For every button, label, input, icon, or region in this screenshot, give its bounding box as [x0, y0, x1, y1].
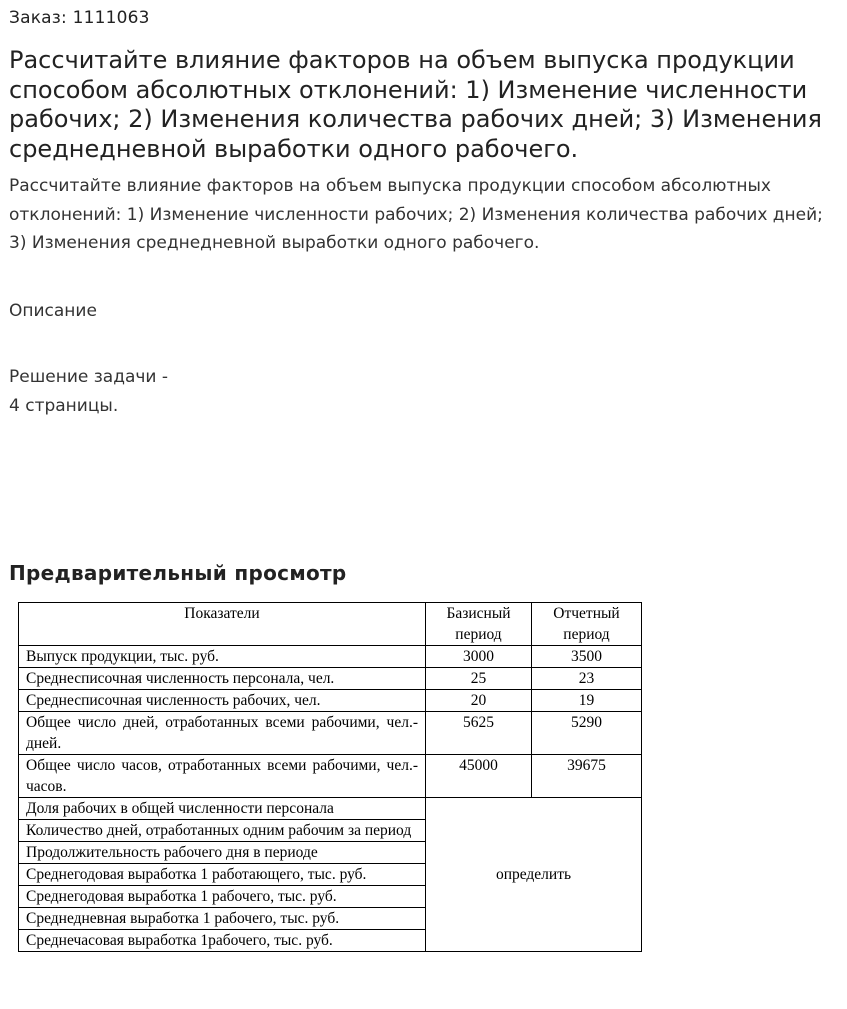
- row-name: Продолжительность рабочего дня в периоде: [19, 842, 426, 864]
- solution-pages: 4 страницы.: [9, 396, 119, 416]
- preview-table: [18, 602, 642, 952]
- row-report-value: 5290: [532, 712, 642, 755]
- solution-info: [9, 363, 168, 421]
- row-name: Среднедневная выработка 1 рабочего, тыс. руб.: [19, 908, 426, 930]
- table-row: [19, 646, 642, 668]
- row-name: Количество дней, отработанных одним рабочим за период: [19, 820, 426, 842]
- table-row: [19, 690, 642, 712]
- row-name: Среднегодовая выработка 1 работающего, тыс. руб.: [19, 864, 426, 886]
- header-indicators: Показатели: [19, 603, 426, 646]
- row-name: Доля рабочих в общей численности персонала: [19, 798, 426, 820]
- row-report-value: 23: [532, 668, 642, 690]
- preview-heading: Предварительный просмотр: [9, 561, 347, 585]
- row-name: Общее число часов, отработанных всеми рабочими, чел.-часов.: [19, 755, 426, 798]
- row-base-value: 45000: [426, 755, 532, 798]
- row-name: Выпуск продукции, тыс. руб.: [19, 646, 426, 668]
- page-title: Рассчитайте влияние факторов на объем выпуска продукции способом абсолютных отклонений: 1) Изменение численности рабочих; 2) Изменения количества рабочих дней; 3) Изменения среднедневной выработки одного рабочего.: [9, 46, 822, 163]
- row-name: Среднесписочная численность рабочих, чел.: [19, 690, 426, 712]
- table-body: [19, 646, 642, 952]
- description-label: Описание: [9, 301, 97, 321]
- header-base-period: Базисный период: [426, 603, 532, 646]
- table-row: [19, 668, 642, 690]
- solution-line: Решение задачи -: [9, 367, 169, 387]
- row-name: Среднесписочная численность персонала, чел.: [19, 668, 426, 690]
- table-row: [19, 755, 642, 798]
- row-base-value: 20: [426, 690, 532, 712]
- row-report-value: 3500: [532, 646, 642, 668]
- table-row: [19, 798, 642, 820]
- row-name: Среднечасовая выработка 1рабочего, тыс. руб.: [19, 930, 426, 952]
- task-description: Рассчитайте влияние факторов на объем выпуска продукции способом абсолютных отклонений: 1) Изменение численности рабочих; 2) Изменения количества рабочих дней; 3) Изменения среднедневной выработки одного рабочего.: [9, 176, 823, 253]
- table-header-row: [19, 603, 642, 646]
- row-base-value: 5625: [426, 712, 532, 755]
- determine-cell: определить: [426, 798, 642, 952]
- row-name: Общее число дней, отработанных всеми рабочими, чел.-дней.: [19, 712, 426, 755]
- row-base-value: 3000: [426, 646, 532, 668]
- row-base-value: 25: [426, 668, 532, 690]
- header-report-period: Отчетный период: [532, 603, 642, 646]
- row-name: Среднегодовая выработка 1 рабочего, тыс. руб.: [19, 886, 426, 908]
- order-number: Заказ: 1111063: [9, 8, 150, 28]
- row-report-value: 19: [532, 690, 642, 712]
- row-report-value: 39675: [532, 755, 642, 798]
- table-row: [19, 712, 642, 755]
